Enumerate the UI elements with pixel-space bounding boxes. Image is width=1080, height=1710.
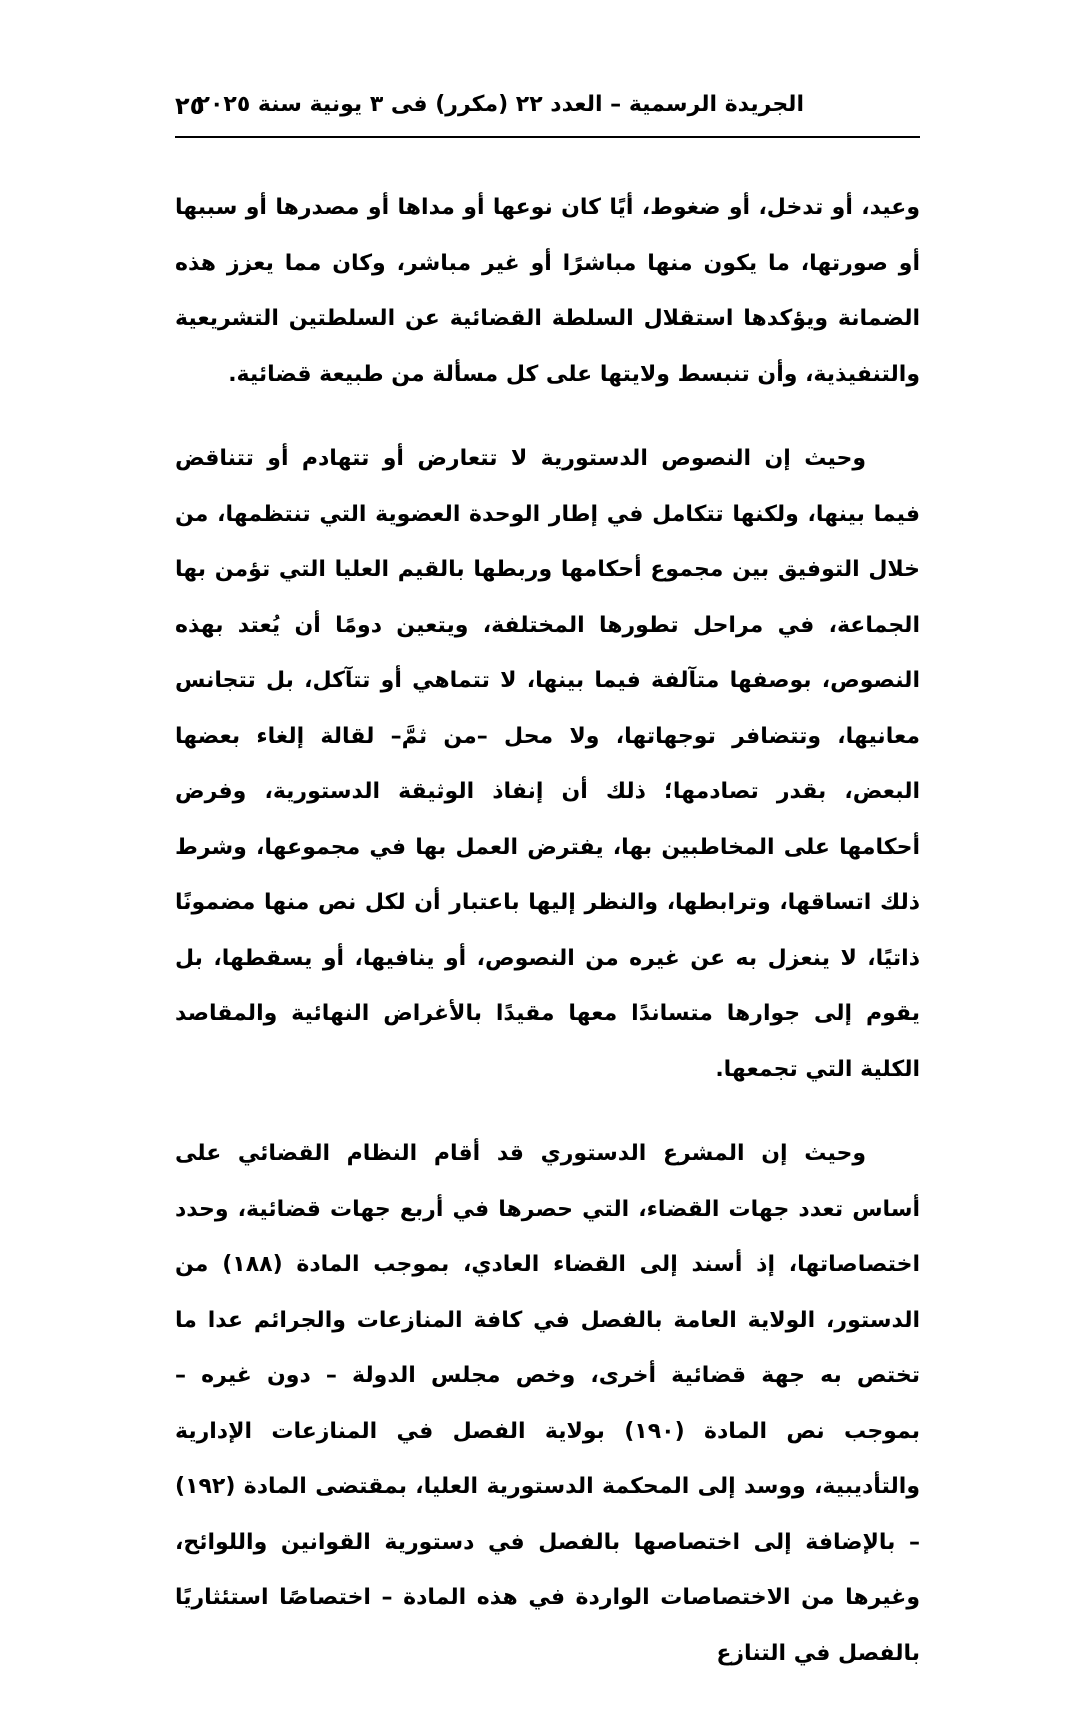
gazette-header-title: الجريدة الرسمية – العدد ٢٢ (مكرر) فى ٣ يونية سنة ٢٠٢٥ (196, 92, 804, 117)
paragraph-3: وحيث إن المشرع الدستوري قد أقام النظام القضائي على أساس تعدد جهات القضاء، التي حصرها في أربع جهات قضائية، وحدد اختصاصاتها، إذ أسند إلى القضاء العادي، بموجب المادة (١٨٨) من الدستور، الولاية العامة بالفصل في كافة المنازعات والجرائم عدا ما تختص به جهة قضائية أخرى، وخص مجلس الدولة – دون غيره – بموجب نص المادة (١٩٠) بولاية الفصل في المنازعات الإدارية والتأديبية، ووسد إلى المحكمة الدستورية العليا، بمقتضى المادة (١٩٢) – بالإضافة إلى اختصاصها بالفصل في دستورية القوانين واللوائح، وغيرها من الاختصاصات الواردة في هذه المادة – اختصاصًا استئثاريًا بالفصل في التنازع (175, 1141, 921, 1666)
paragraph-1: وعيد، أو تدخل، أو ضغوط، أيًا كان نوعها أو مداها أو مصدرها أو سببها أو صورتها، ما يكون منها مباشرًا أو غير مباشر، وكان مما يعزز هذه الضمانة ويؤكدها استقلال السلطة القضائية عن السلطتين التشريعية والتنفيذية، وأن تنبسط ولايتها على كل مسألة من طبيعة قضائية. (175, 195, 920, 387)
page-number: ٢٥ (175, 92, 205, 120)
page-header (175, 92, 920, 132)
body-text (175, 180, 920, 1710)
header-divider (175, 136, 920, 138)
paragraph-2: وحيث إن النصوص الدستورية لا تتعارض أو تتهادم أو تتناقض فيما بينها، ولكنها تتكامل في إطار الوحدة العضوية التي تنتظمها، من خلال التوفيق بين مجموع أحكامها وربطها بالقيم العليا التي تؤمن بها الجماعة، في مراحل تطورها المختلفة، ويتعين دومًا أن يُعتد بهذه النصوص، بوصفها متآلفة فيما بينها، لا تتماهي أو تتآكل، بل تتجانس معانيها، وتتضافر توجهاتها، ولا محل –من ثمَّ– لقالة إلغاء بعضها البعض، بقدر تصادمها؛ ذلك أن إنفاذ الوثيقة الدستورية، وفرض أحكامها على المخاطبين بها، يفترض العمل بها في مجموعها، وشرط ذلك اتساقها، وترابطها، والنظر إليها باعتبار أن لكل نص منها مضمونًا ذاتيًا، لا ينعزل به عن غيره من النصوص، أو ينافيها، أو يسقطها، بل يقوم إلى جوارها متساندًا معها مقيدًا بالأغراض النهائية والمقاصد الكلية التي تجمعها. (175, 446, 920, 1082)
